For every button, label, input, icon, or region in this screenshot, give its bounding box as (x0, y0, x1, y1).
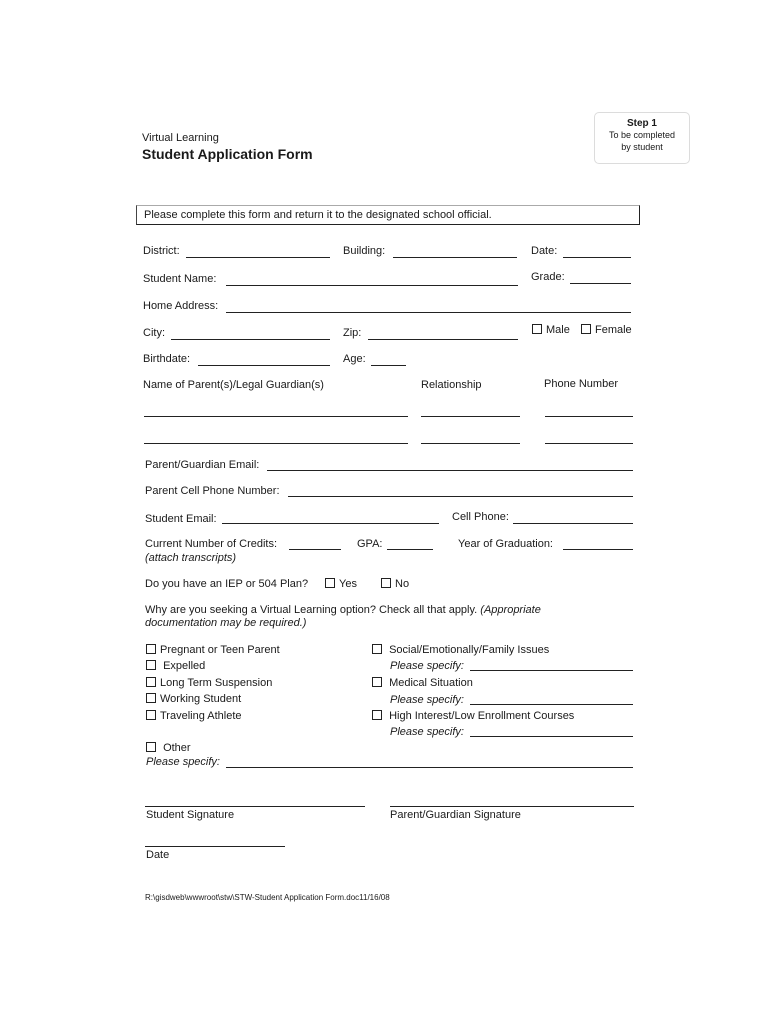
relationship-field-1[interactable] (421, 416, 520, 417)
district-field[interactable] (186, 257, 330, 258)
reason-pregnant-checkbox[interactable] (146, 644, 156, 654)
reason-expelled-checkbox[interactable] (146, 660, 156, 670)
student-name-field[interactable] (226, 285, 518, 286)
reason-athlete-checkbox[interactable] (146, 710, 156, 720)
gpa-label: GPA: (357, 538, 383, 550)
reason-other-checkbox[interactable] (146, 742, 156, 752)
step-line-2: by student (621, 142, 663, 152)
attach-transcripts-note: (attach transcripts) (145, 552, 237, 564)
medical-specify-field[interactable] (470, 704, 633, 705)
reason-courses-option[interactable] (372, 710, 574, 722)
phone-field-1[interactable] (545, 416, 633, 417)
parent-email-field[interactable] (267, 470, 633, 471)
courses-specify-label: Please specify: (390, 726, 464, 738)
building-field[interactable] (393, 257, 517, 258)
relationship-heading: Relationship (421, 379, 482, 391)
iep-yes-option[interactable] (325, 578, 357, 590)
cell-phone-label: Cell Phone: (452, 511, 509, 523)
parent-cell-field[interactable] (288, 496, 633, 497)
date-label: Date: (531, 245, 558, 257)
date-field[interactable] (563, 257, 631, 258)
instructions-text: Please complete this form and return it to the designated school official. (144, 209, 492, 221)
graduation-field[interactable] (563, 549, 633, 550)
relationship-field-2[interactable] (421, 443, 520, 444)
step-line-1: To be completed (608, 130, 676, 140)
reason-expelled-option[interactable] (146, 660, 205, 672)
city-field[interactable] (171, 339, 330, 340)
iep-yes-label: Yes (339, 578, 357, 590)
iep-no-label: No (395, 578, 410, 590)
reason-courses-checkbox[interactable] (372, 710, 382, 720)
iep-no-option[interactable] (381, 578, 409, 590)
birthdate-field[interactable] (198, 365, 330, 366)
reason-medical-checkbox[interactable] (372, 677, 382, 687)
student-email-label: Student Email: (145, 513, 217, 525)
credits-label: Current Number of Credits: (145, 538, 278, 550)
reason-note-1: (Appropriate (480, 604, 541, 616)
courses-specify-field[interactable] (470, 736, 633, 737)
reason-athlete-option[interactable] (146, 710, 242, 722)
step-box (594, 112, 690, 164)
reason-working-label: Working Student (160, 693, 242, 705)
reason-expelled-label: Expelled (163, 660, 206, 672)
reason-pregnant-label: Pregnant or Teen Parent (160, 644, 280, 656)
reason-suspension-option[interactable] (146, 677, 272, 689)
other-specify-field[interactable] (226, 767, 633, 768)
reason-other-label: Other (163, 742, 191, 754)
instructions-box (136, 205, 640, 225)
female-checkbox[interactable] (581, 324, 591, 334)
home-address-field[interactable] (226, 312, 631, 313)
parent-name-heading: Name of Parent(s)/Legal Guardian(s) (143, 379, 324, 391)
female-option[interactable] (581, 324, 632, 336)
parent-name-field-1[interactable] (144, 416, 408, 417)
graduation-label: Year of Graduation: (458, 538, 553, 550)
reason-medical-option[interactable] (372, 677, 473, 689)
form-title: Student Application Form (142, 146, 313, 162)
female-label: Female (595, 324, 632, 336)
age-field[interactable] (371, 365, 406, 366)
iep-yes-checkbox[interactable] (325, 578, 335, 588)
reason-working-option[interactable] (146, 693, 241, 705)
reason-suspension-checkbox[interactable] (146, 677, 156, 687)
form-subtitle: Virtual Learning (142, 132, 219, 144)
male-option[interactable] (532, 324, 570, 336)
zip-field[interactable] (368, 339, 518, 340)
phone-number-heading: Phone Number (544, 378, 618, 390)
reason-note-2: documentation may be required.) (145, 617, 307, 629)
date-signature-label: Date (146, 849, 170, 861)
home-address-label: Home Address: (143, 300, 219, 312)
iep-question: Do you have an IEP or 504 Plan? (145, 578, 309, 590)
reason-social-option[interactable] (372, 644, 549, 656)
male-checkbox[interactable] (532, 324, 542, 334)
reason-social-checkbox[interactable] (372, 644, 382, 654)
reason-suspension-label: Long Term Suspension (160, 677, 273, 689)
birthdate-label: Birthdate: (143, 353, 191, 365)
footer-path: R:\gisdweb\wwwroot\stw\STW-Student Application Form.doc11/16/08 (145, 893, 390, 902)
grade-field[interactable] (570, 283, 631, 284)
reason-other-option[interactable] (146, 742, 191, 754)
reason-courses-label: High Interest/Low Enrollment Courses (389, 710, 575, 722)
gpa-field[interactable] (387, 549, 433, 550)
student-name-label: Student Name: (143, 273, 217, 285)
reason-pregnant-option[interactable] (146, 644, 280, 656)
reason-medical-label: Medical Situation (389, 677, 473, 689)
iep-no-checkbox[interactable] (381, 578, 391, 588)
social-specify-field[interactable] (470, 670, 633, 671)
reason-question (145, 604, 541, 616)
parent-cell-label: Parent Cell Phone Number: (145, 485, 280, 497)
parent-name-field-2[interactable] (144, 443, 408, 444)
credits-field[interactable] (289, 549, 341, 550)
student-email-field[interactable] (222, 523, 439, 524)
male-label: Male (546, 324, 570, 336)
parent-signature-label: Parent/Guardian Signature (390, 809, 521, 821)
parent-email-label: Parent/Guardian Email: (145, 459, 260, 471)
grade-label: Grade: (531, 271, 565, 283)
cell-phone-field[interactable] (513, 523, 633, 524)
other-specify-label: Please specify: (146, 756, 220, 768)
reason-working-checkbox[interactable] (146, 693, 156, 703)
reason-athlete-label: Traveling Athlete (160, 710, 242, 722)
age-label: Age: (343, 353, 366, 365)
building-label: Building: (343, 245, 386, 257)
social-specify-label: Please specify: (390, 660, 464, 672)
medical-specify-label: Please specify: (390, 694, 464, 706)
reason-social-label: Social/Emotionally/Family Issues (389, 644, 550, 656)
zip-label: Zip: (343, 327, 362, 339)
reason-question-text: Why are you seeking a Virtual Learning option? Check all that apply. (145, 604, 478, 616)
date-signature-field[interactable] (145, 846, 285, 847)
step-title: Step 1 (626, 118, 657, 129)
city-label: City: (143, 327, 165, 339)
parent-signature-field[interactable] (390, 806, 634, 807)
student-signature-field[interactable] (145, 806, 365, 807)
district-label: District: (143, 245, 180, 257)
phone-field-2[interactable] (545, 443, 633, 444)
student-signature-label: Student Signature (146, 809, 235, 821)
